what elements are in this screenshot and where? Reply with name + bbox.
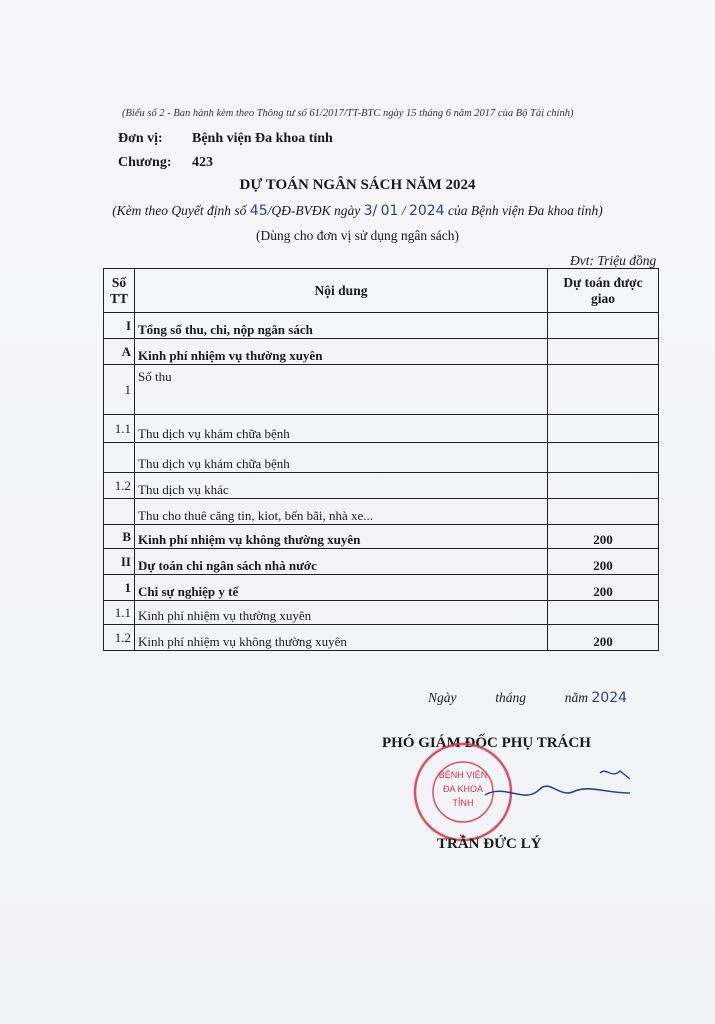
row-amount [548,473,659,499]
row-content: Chi sự nghiệp y tế [135,575,548,601]
date-year-value: 2024 [591,690,628,706]
table-row [104,601,659,625]
row-amount [548,601,659,625]
row-content: Kinh phí nhiệm vụ thường xuyên [135,339,548,365]
row-amount [548,365,659,415]
row-stt [104,499,135,525]
row-content: Kinh phí nhiệm vụ thường xuyên [135,601,548,625]
document-subtitle: (Kèm theo Quyết định số 45/QĐ-BVĐK ngày 3/ 01 / 2024 của Bệnh viện Đa khoa tỉnh) [112,203,603,219]
header-amount: Dự toán được giao [548,269,659,313]
subtitle-suffix: của Bệnh viện Đa khoa tỉnh) [447,203,603,218]
signer-name: TRẦN ĐỨC LÝ [437,836,542,852]
chapter-line [118,155,213,171]
row-content: Thu dịch vụ khác [135,473,548,499]
row-stt: 1 [104,365,135,415]
row-amount [548,339,659,365]
table-row [104,549,659,575]
row-stt: 1 [104,575,135,601]
seal-line-2: ĐA KHOA [442,784,484,794]
row-stt: 1.2 [104,625,135,651]
handwritten-signature [480,765,640,815]
row-amount [548,313,659,339]
table-row [104,313,659,339]
row-amount [548,499,659,525]
table-row [104,499,659,525]
row-stt: 1.2 [104,473,135,499]
header-content: Nội dung [135,269,548,313]
unit-of-measure: Đvt: Triệu đồng [570,253,657,268]
table-row [104,443,659,473]
table-header-row [104,269,659,313]
row-amount: 200 [548,525,659,549]
row-stt: B [104,525,135,549]
table-row [104,473,659,499]
table-row [104,415,659,443]
chapter-value: 423 [192,155,213,170]
chapter-label: Chương: [118,155,172,170]
table-row [104,575,659,601]
reference-note: (Biểu số 2 - Ban hành kèm theo Thông tư số 61/2017/TT-BTC ngày 15 tháng 6 năm 2017 của Bộ Tài chính) [122,108,574,119]
decision-month: 01 [380,203,399,219]
row-stt: 1.1 [104,415,135,443]
row-stt: A [104,339,135,365]
seal-line-3: TỈNH [452,798,474,808]
row-content: Tổng số thu, chi, nộp ngân sách [135,313,548,339]
signer-title: PHÓ GIÁM ĐỐC PHỤ TRÁCH [382,735,591,751]
row-amount: 200 [548,549,659,575]
row-amount: 200 [548,625,659,651]
row-stt: II [104,549,135,575]
row-stt: 1.1 [104,601,135,625]
date-month-label: tháng [495,690,527,705]
row-content: Thu dịch vụ khám chữa bệnh [135,443,548,473]
table-row [104,339,659,365]
document-title: DỰ TOÁN NGÂN SÁCH NĂM 2024 [239,177,476,193]
decision-code: /QĐ-BVĐK ngày [267,203,361,218]
unit-label: Đơn vị: [118,131,163,146]
row-amount: 200 [548,575,659,601]
header-stt: Số TT [104,269,135,313]
decision-year: 2024 [408,203,445,219]
decision-day: 3/ [363,203,378,219]
row-content: Thu cho thuê căng tin, kiot, bến bãi, nhà xe... [135,499,548,525]
budget-table-body [104,313,659,651]
row-content: Dự toán chi ngân sách nhà nước [135,549,548,575]
date-day-label: Ngày [428,690,457,705]
unit-line [118,131,333,147]
row-amount [548,415,659,443]
row-amount [548,443,659,473]
decision-number: 45 [249,203,268,219]
budget-table [103,268,659,651]
row-stt [104,443,135,473]
table-row [104,525,659,549]
table-row [104,625,659,651]
row-stt: I [104,313,135,339]
seal-line-1: BỆNH VIỆN [438,770,488,780]
date-year-label: năm [564,690,589,705]
date-line [428,690,627,706]
usage-note: (Dùng cho đơn vị sử dụng ngân sách) [255,228,460,243]
row-content: Kinh phí nhiệm vụ không thường xuyên [135,625,548,651]
row-content: Thu dịch vụ khám chữa bệnh [135,415,548,443]
unit-value: Bệnh viện Đa khoa tỉnh [192,131,333,146]
table-row [104,365,659,415]
row-content: Số thu [135,365,548,415]
subtitle-prefix: (Kèm theo Quyết định số [112,203,247,218]
row-content: Kinh phí nhiệm vụ không thường xuyên [135,525,548,549]
